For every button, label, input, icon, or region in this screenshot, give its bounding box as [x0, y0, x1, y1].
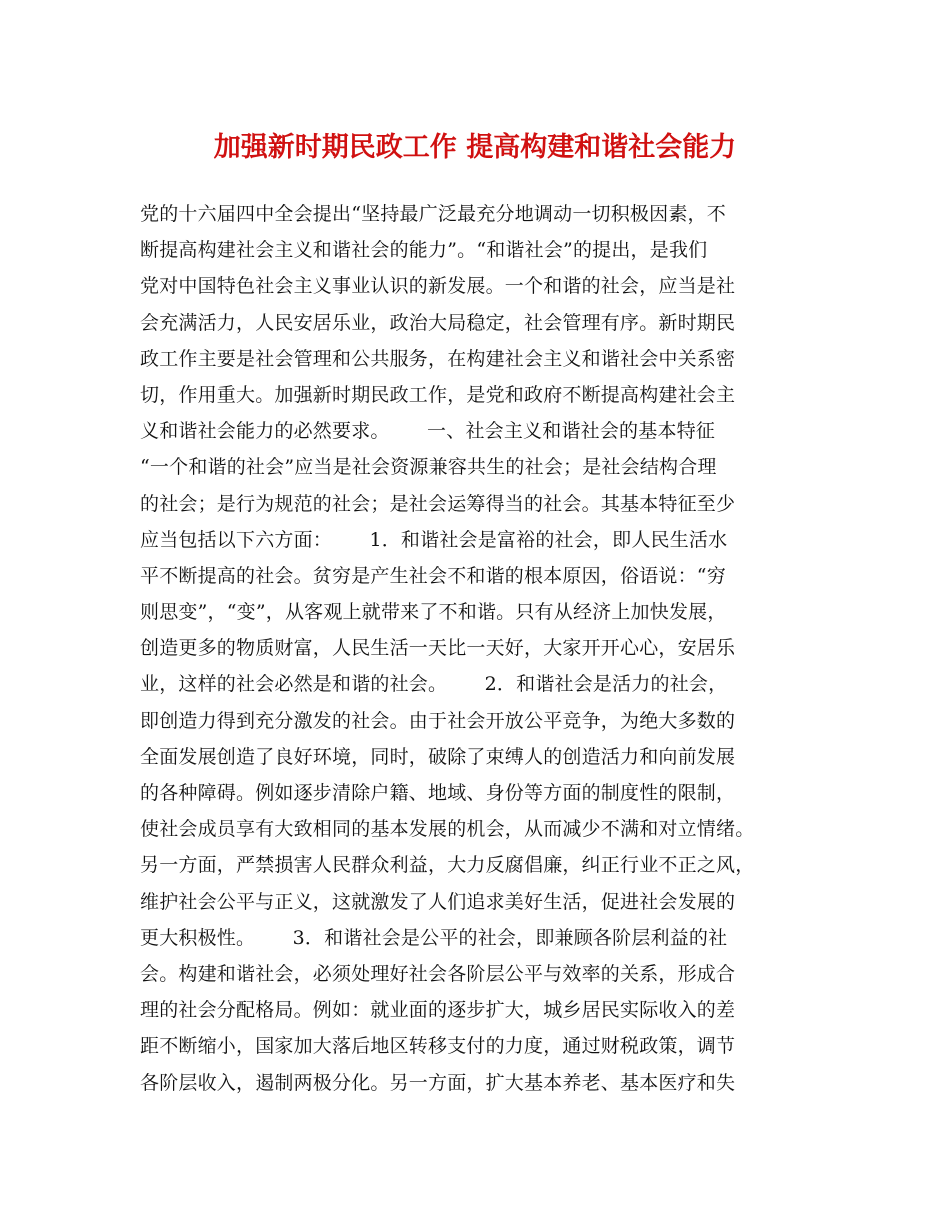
text-line: 业，这样的社会必然是和谐的社会。 2．和谐社会是活力的社会， [140, 673, 728, 696]
text-line: 更大积极性。 3．和谐社会是公平的社会，即兼顾各阶层利益的社 [140, 926, 728, 949]
text-line: 使社会成员享有大致相同的基本发展的机会，从而减少不满和对立情绪。 [140, 818, 755, 841]
document-body [140, 196, 830, 1101]
text-line: 政工作主要是社会管理和公共服务，在构建社会主义和谐社会中关系密 [140, 347, 736, 370]
text-line: 义和谐社会能力的必然要求。 一、社会主义和谐社会的基本特征 [140, 420, 716, 443]
text-line: 理的社会分配格局。例如：就业面的逐步扩大，城乡居民实际收入的差 [140, 999, 736, 1022]
text-line: 全面发展创造了良好环境，同时，破除了束缚人的创造活力和向前发展 [140, 745, 736, 768]
text-line: 会充满活力，人民安居乐业，政治大局稳定，社会管理有序。新时期民 [140, 311, 736, 334]
text-line: 则思变”，“变”，从客观上就带来了不和谐。只有从经济上加快发展， [140, 601, 727, 624]
text-line: 距不断缩小，国家加大落后地区转移支付的力度，通过财税政策，调节 [140, 1035, 736, 1058]
text-line: 维护社会公平与正义，这就激发了人们追求美好生活，促进社会发展的 [140, 890, 736, 913]
text-line: 党的十六届四中全会提出“坚持最广泛最充分地调动一切积极因素，不 [140, 203, 726, 225]
text-line: “一个和谐的社会”应当是社会资源兼容共生的社会；是社会结构合理 [140, 456, 717, 479]
text-line: 切，作用重大。加强新时期民政工作，是党和政府不断提高构建社会主 [140, 383, 736, 406]
text-line: 平不断提高的社会。贫穷是产生社会不和谐的根本原因，俗语说：“穷 [140, 564, 726, 587]
text-line: 应当包括以下六方面： 1．和谐社会是富裕的社会，即人民生活水 [140, 528, 728, 551]
text-line: 的各种障碍。例如逐步清除户籍、地域、身份等方面的制度性的限制， [140, 782, 736, 804]
text-line: 各阶层收入，遏制两极分化。另一方面，扩大基本养老、基本医疗和失 [140, 1071, 736, 1094]
text-line: 即创造力得到充分激发的社会。由于社会开放公平竞争，为绝大多数的 [140, 709, 736, 732]
document-title: 加强新时期民政工作 提高构建和谐社会能力 [213, 132, 737, 163]
text-line: 另一方面，严禁损害人民群众利益，大力反腐倡廉，纠正行业不正之风， [140, 854, 755, 877]
text-line: 断提高构建社会主义和谐社会的能力”。“和谐社会”的提出，是我们 [140, 239, 708, 262]
text-line: 创造更多的物质财富，人民生活一天比一天好，大家开开心心，安居乐 [140, 637, 736, 660]
text-line: 党对中国特色社会主义事业认识的新发展。一个和谐的社会，应当是社 [140, 275, 736, 298]
text-line: 的社会；是行为规范的社会；是社会运筹得当的社会。其基本特征至少 [140, 492, 736, 515]
text-line: 会。构建和谐社会，必须处理好社会各阶层公平与效率的关系，形成合 [140, 962, 736, 985]
